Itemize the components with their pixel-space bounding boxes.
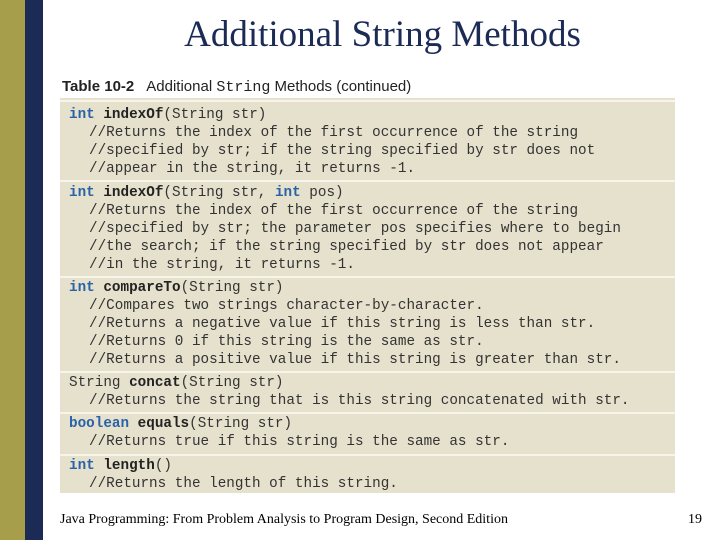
- caption-before: Additional: [146, 78, 213, 95]
- method-params: (String str): [189, 416, 293, 432]
- table-number: Table 10-2: [62, 78, 135, 95]
- table-row: [60, 276, 675, 369]
- method-comment: //specified by str; if the string specified by str does not: [89, 143, 596, 159]
- method-params: (String str): [163, 107, 267, 123]
- method-signature: [69, 457, 172, 475]
- method-name: equals: [137, 416, 190, 432]
- method-name: indexOf: [103, 185, 164, 201]
- table-caption-text: [146, 78, 411, 95]
- page-number: 19: [688, 512, 702, 527]
- method-comment: //the search; if the string specified by str does not appear: [89, 239, 604, 255]
- method-params-end: pos): [300, 185, 344, 201]
- method-comment: //Returns the string that is this string concatenated with str.: [89, 393, 630, 409]
- table-row: [60, 412, 675, 453]
- method-comment: //appear in the string, it returns -1.: [89, 161, 416, 177]
- method-name: compareTo: [103, 280, 181, 296]
- return-type: int: [69, 185, 95, 201]
- method-name: length: [103, 458, 155, 474]
- method-signature: [69, 374, 284, 392]
- method-comment: //Returns 0 if this string is the same as str.: [89, 334, 484, 350]
- method-params: (): [154, 458, 172, 474]
- method-signature: [69, 106, 266, 124]
- method-comment: //specified by str; the parameter pos specifies where to begin: [89, 221, 621, 237]
- return-type: String: [69, 375, 121, 391]
- method-comment: //Returns the index of the first occurrence of the string: [89, 125, 579, 141]
- table-row: [60, 454, 675, 493]
- method-comment: //in the string, it returns -1.: [89, 257, 355, 273]
- return-type: int: [69, 458, 95, 474]
- table-row: [60, 371, 675, 411]
- return-type: int: [69, 280, 95, 296]
- caption-after: Methods (continued): [274, 78, 412, 95]
- method-comment: //Compares two strings character-by-character.: [89, 298, 484, 314]
- slide-title: Additional String Methods: [184, 14, 581, 55]
- table-row: [60, 100, 675, 178]
- param-type-keyword: int: [274, 185, 301, 201]
- method-comment: //Returns a negative value if this string is less than str.: [89, 316, 596, 332]
- method-signature: [69, 415, 292, 433]
- method-signature: [69, 184, 344, 202]
- left-accent-bar-olive: [0, 0, 25, 540]
- table-caption: [60, 76, 675, 98]
- methods-table: [60, 76, 675, 493]
- table-row: [60, 180, 675, 274]
- method-params: (String str): [180, 375, 284, 391]
- left-accent-bar-navy: [25, 0, 43, 540]
- method-name: indexOf: [103, 107, 164, 123]
- method-comment: //Returns true if this string is the same as str.: [89, 434, 510, 450]
- return-type: boolean: [69, 416, 130, 432]
- method-comment: //Returns a positive value if this string is greater than str.: [89, 352, 621, 368]
- method-comment: //Returns the length of this string.: [89, 476, 398, 492]
- method-name: concat: [129, 375, 181, 391]
- return-type: int: [69, 107, 95, 123]
- method-params: (String str): [180, 280, 284, 296]
- method-signature: [69, 279, 284, 297]
- method-comment: //Returns the index of the first occurrence of the string: [89, 203, 579, 219]
- caption-code: String: [216, 79, 271, 96]
- slide-footer: Java Programming: From Problem Analysis to Program Design, Second Edition: [60, 512, 508, 527]
- method-params: (String str,: [163, 185, 275, 201]
